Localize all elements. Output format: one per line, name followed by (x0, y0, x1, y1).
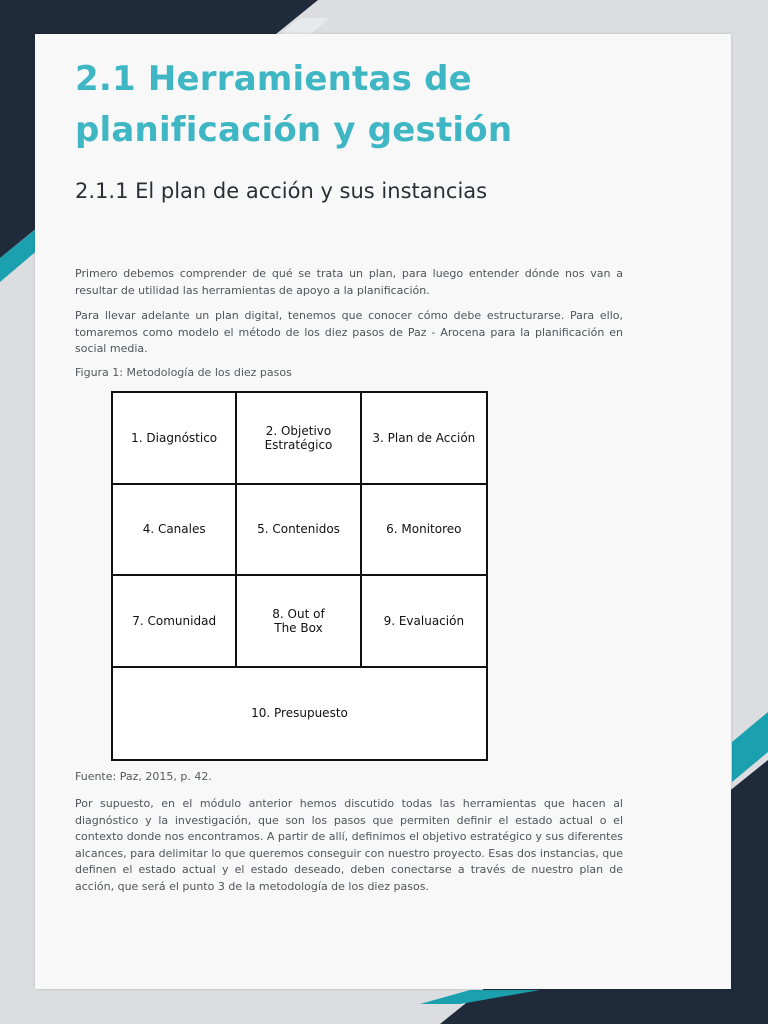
step-3-label: 3. Plan de Acción (372, 430, 476, 445)
step-2-label-line1: 2. Objetivo (265, 423, 332, 438)
paragraph-intro: Primero debemos comprender de qué se trata un plan, para luego entender dónde nos van a resultar de utilidad las herramientas de apoyo a la planificación. (75, 267, 623, 297)
step-cell-5 (237, 485, 361, 577)
step-5-label: 5. Contenidos (257, 522, 340, 537)
step-10-label: 10. Presupuesto (251, 706, 348, 721)
step-cell-10 (113, 668, 486, 760)
step-cell-8 (237, 576, 361, 668)
page-title (75, 54, 512, 156)
step-6-label: 6. Monitoreo (386, 522, 462, 537)
step-1-label: 1. Diagnóstico (131, 430, 218, 445)
step-8-label-line2: The Box (274, 620, 323, 635)
step-cell-7 (113, 576, 237, 668)
title-line-1: 2.1 Herramientas de (75, 59, 472, 99)
figure-caption: Figura 1: Metodología de los diez pasos (75, 366, 292, 379)
step-cell-1 (113, 393, 237, 485)
step-cell-4 (113, 485, 237, 577)
step-7-label: 7. Comunidad (132, 613, 217, 628)
title-line-2: planificación y gestión (75, 110, 513, 150)
step-2-label-line2: Estratégico (264, 437, 333, 452)
paragraph-plan: Para llevar adelante un plan digital, tenemos que conocer cómo debe estructurarse. Para ello, tomaremos como modelo el método de los diez pasos de Paz - Arocena para la planificación en social media. (75, 309, 623, 355)
step-cell-9 (362, 576, 486, 668)
step-9-label: 9. Evaluación (383, 613, 465, 628)
section-subtitle: 2.1.1 El plan de acción y sus instancias (75, 179, 488, 203)
step-cell-3 (362, 393, 486, 485)
figure-source: Fuente: Paz, 2015, p. 42. (75, 770, 212, 783)
step-8-label-line1: 8. Out of (272, 606, 325, 621)
step-4-label: 4. Canales (142, 522, 206, 537)
step-cell-6 (362, 485, 486, 577)
ten-steps-diagram (111, 391, 488, 761)
step-cell-2 (237, 393, 361, 485)
paragraph-discussion: Por supuesto, en el módulo anterior hemos discutido todas las herramientas que hacen al diagnóstico y la investigación, que son los pasos que permiten definir el estado actual o el contexto donde nos encontramos. A partir de allí, definimos el objetivo estratégico y sus diferentes alcances, para delimitar lo que queremos conseguir con nuestro proyecto. Esas dos instancias, que definen el estado actual y el estado deseado, deben conectarse a través de nuestro plan de acción, que será el punto 3 de la metodología de los diez pasos. (75, 797, 623, 893)
